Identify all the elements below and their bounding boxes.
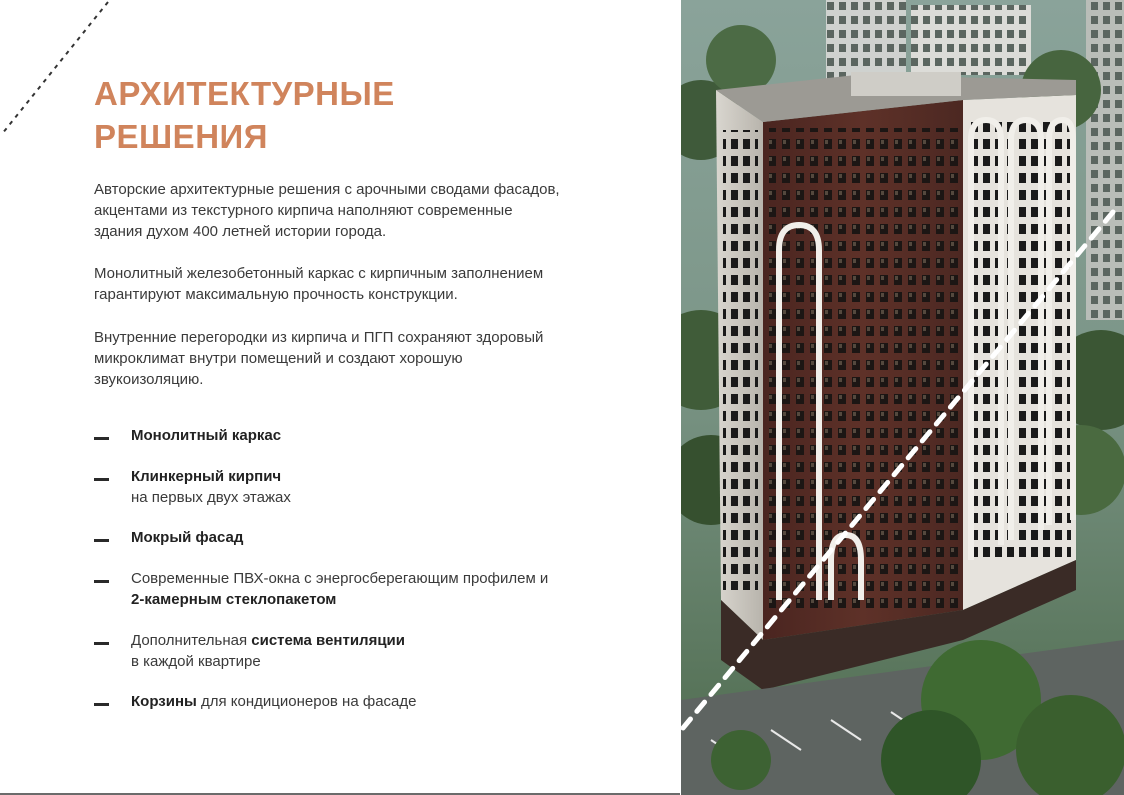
building-illustration [681,0,1124,795]
feature-bold: 2-камерным стеклопакетом [131,590,337,608]
feature-title: Клинкерный кирпич [131,467,282,485]
feature-text: для кондиционеров на фасаде [196,693,417,711]
dash-bullet-icon [94,437,109,440]
description [94,180,564,412]
feature-item [94,528,564,549]
paragraph-3: Внутренние перегородки из кирпича и ПГП сохраняют здоровый микроклимат внутри помещений и создают хорошую звукоизоляцию. [94,328,544,388]
feature-subtitle: на первых двух этажах [131,488,291,506]
feature-text: Дополнительная [131,631,252,649]
dash-bullet-icon [94,580,109,583]
feature-text: Современные ПВХ-окна с энергосберегающим профилем и [131,570,549,588]
feature-item [94,426,564,447]
feature-bold: система вентиляции [251,631,405,649]
dash-bullet-icon [94,642,109,645]
feature-title: Мокрый фасад [131,529,244,547]
feature-list [94,426,564,713]
feature-bold: Корзины [131,693,197,711]
feature-item [94,467,564,509]
feature-item [94,569,564,611]
dash-bullet-icon [94,539,109,542]
feature-title: Монолитный каркас [131,427,282,444]
feature-item [94,692,564,713]
paragraph-1: Авторские архитектурные решения с арочными сводами фасадов, акцентами из текстурного кирпича наполняют современные здания духом 400 летней истории города. [94,181,560,240]
page-title [94,72,395,158]
dash-bullet-icon [94,478,109,481]
dash-bullet-icon [94,703,109,706]
feature-subtitle: в каждой квартире [131,652,261,670]
building-rendering [681,0,1124,795]
title-line-2: РЕШЕНИЯ [94,118,268,155]
feature-item [94,631,564,673]
title-line-1: АРХИТЕКТУРНЫЕ [94,75,395,112]
paragraph-2: Монолитный железобетонный каркас с кирпичным заполнением гарантируют максимальную прочность конструкции. [94,265,544,304]
